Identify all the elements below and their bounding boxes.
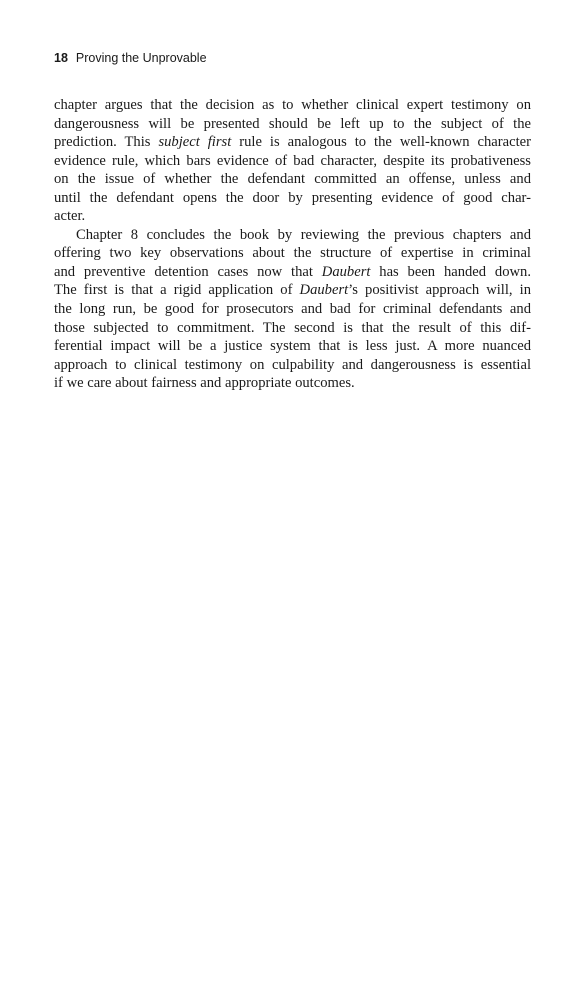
text-run: evidence rule, which bars evidence of bad character, despite its probativeness [54, 152, 531, 169]
running-head [54, 51, 207, 65]
text-run: those subjected to commitment. The second is that the result of this dif- [54, 319, 531, 336]
text-run: the long run, be good for prosecutors and bad for criminal defendants and [54, 301, 531, 318]
text-run: approach to clinical testimony on culpability and dangerousness is essential [54, 356, 531, 373]
text-run: offering two key observations about the structure of expertise in criminal [54, 245, 531, 262]
text-line [54, 281, 531, 300]
italic-text: subject first [158, 134, 232, 151]
text-run: acter. [54, 208, 86, 225]
text-line [54, 115, 531, 134]
italic-text: Daubert [299, 282, 349, 299]
text-line [54, 207, 531, 226]
body-text [54, 96, 531, 393]
text-line [54, 356, 531, 375]
text-run: on the issue of whether the defendant committed an offense, unless and [54, 171, 531, 188]
text-run: dangerousness will be presented should be left up to the subject of the [54, 115, 531, 132]
text-run: prediction. This [54, 134, 159, 151]
text-run: The first is that a rigid application of [54, 282, 300, 299]
text-line [54, 374, 531, 393]
paragraph-1 [54, 96, 531, 226]
text-line [54, 189, 531, 208]
book-title: Proving the Unprovable [75, 51, 207, 65]
text-run: ’s positivist approach will, in [348, 282, 531, 299]
text-run: if we care about fairness and appropriate outcomes. [54, 375, 355, 392]
text-line [54, 96, 531, 115]
text-line [54, 319, 531, 338]
text-run: chapter argues that the decision as to whether clinical expert testimony on [54, 97, 531, 113]
text-line [54, 244, 531, 263]
text-line [54, 300, 531, 319]
text-run: Chapter 8 concludes the book by reviewing the previous chapters and [76, 226, 531, 243]
text-run: until the defendant opens the door by presenting evidence of good char- [54, 189, 531, 206]
text-line [54, 337, 531, 356]
text-line [54, 263, 531, 282]
page-number: 18 [54, 51, 68, 65]
paragraph-2 [54, 226, 531, 393]
text-line [54, 152, 531, 171]
text-run: ferential impact will be a justice system that is less just. A more nuanced [54, 338, 531, 355]
text-line [54, 226, 531, 245]
italic-text: Daubert [321, 263, 371, 280]
text-line [54, 133, 531, 152]
text-run: rule is analogous to the well-known character [231, 134, 531, 151]
text-line [54, 170, 531, 189]
text-run: and preventive detention cases now that [54, 263, 322, 280]
text-run: has been handed down. [370, 263, 531, 280]
